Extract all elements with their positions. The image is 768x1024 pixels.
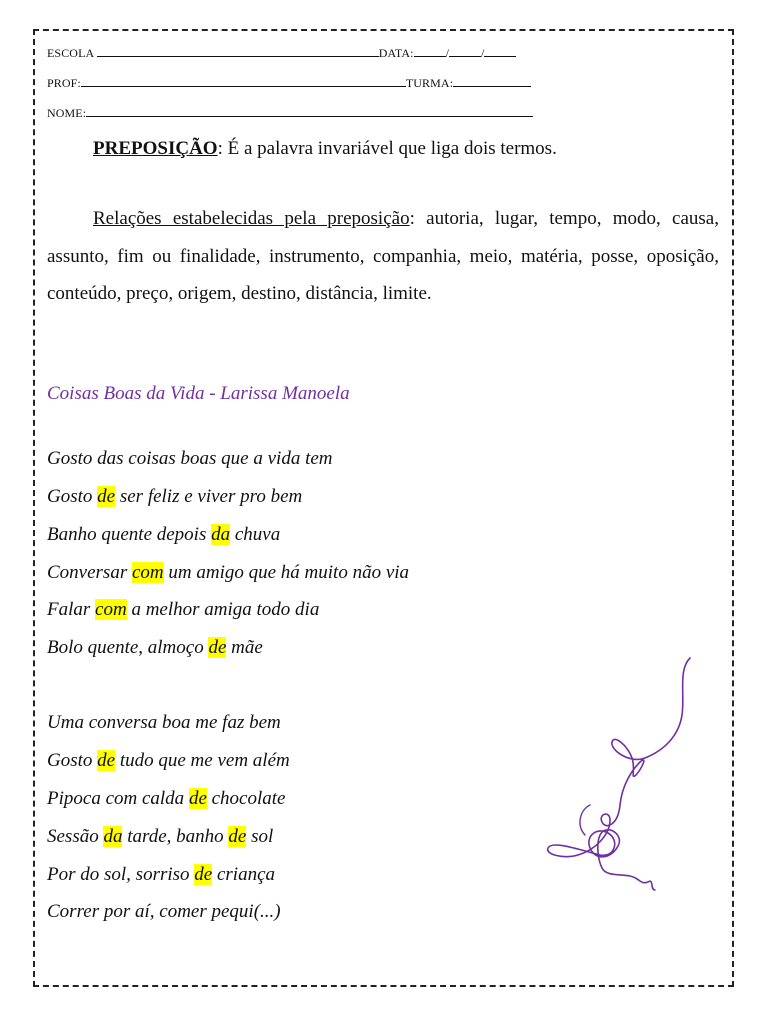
lyric-text: Pipoca com calda — [47, 788, 189, 809]
relations-label: Relações estabelecidas pela preposição — [93, 208, 410, 229]
preposition-highlight: de — [228, 826, 247, 847]
lyric-text: um amigo que há muito não via — [163, 562, 410, 583]
prof-field[interactable] — [81, 75, 406, 87]
lyric-text: Falar — [47, 599, 96, 620]
date-sep-1: / — [445, 46, 450, 60]
escola-label: ESCOLA — [47, 46, 94, 60]
lyric-line — [47, 448, 333, 470]
date-sep-2: / — [481, 46, 485, 60]
song-title: Coisas Boas da Vida - Larissa Manoela — [47, 383, 350, 404]
nome-field[interactable] — [86, 105, 533, 117]
lyric-text: Sessão — [47, 826, 104, 847]
lyric-text: Por do sol, sorriso — [47, 864, 195, 885]
lyric-text: a melhor amiga todo dia — [126, 599, 320, 620]
date-month-field[interactable] — [449, 45, 481, 57]
data-label: DATA: — [378, 46, 414, 60]
lyric-line — [47, 901, 281, 923]
preposition-highlight: de — [188, 788, 207, 809]
definition-paragraph — [47, 138, 719, 160]
lyric-text: tarde, banho — [122, 826, 229, 847]
lyric-line — [47, 486, 302, 508]
definition-term: PREPOSIÇÃO — [93, 138, 218, 159]
lyric-text: Bolo quente, almoço — [47, 637, 209, 658]
preposition-highlight: da — [103, 826, 123, 847]
lyric-text: sol — [246, 826, 274, 847]
lyric-line — [47, 826, 273, 848]
header-prof-row — [47, 75, 531, 91]
preposition-highlight: de — [97, 486, 116, 507]
header-escola-row — [47, 45, 516, 61]
preposition-highlight: de — [97, 750, 116, 771]
lyric-text: tudo que me vem além — [115, 750, 290, 771]
lyric-text: Gosto — [47, 486, 98, 507]
preposition-highlight: com — [95, 599, 127, 620]
turma-label: TURMA: — [405, 76, 454, 90]
lyric-line — [47, 599, 319, 621]
lyric-line — [47, 524, 280, 546]
lyric-text: Banho quente depois — [47, 524, 212, 545]
escola-field[interactable] — [97, 45, 379, 57]
lyric-text: Gosto das coisas boas que a vida tem — [47, 448, 333, 469]
lyric-text: mãe — [226, 637, 263, 658]
lyric-line — [47, 562, 409, 584]
preposition-highlight: da — [211, 524, 231, 545]
nome-label: NOME: — [47, 106, 87, 120]
handwritten-scribble — [540, 650, 700, 910]
turma-field[interactable] — [453, 75, 531, 87]
relations-text: : autoria, lugar, tempo, modo, causa, assunto, fim ou finalidade, instrumento, companhia, meio, matéria, posse, oposição, conteúdo, preço, origem, destino, distância, limite. — [47, 208, 719, 304]
date-day-field[interactable] — [414, 45, 446, 57]
lyric-text: ser feliz e viver pro bem — [115, 486, 303, 507]
lyric-text: criança — [212, 864, 276, 885]
date-year-field[interactable] — [484, 45, 516, 57]
lyric-line — [47, 637, 263, 659]
lyric-line — [47, 788, 285, 810]
lyric-text: Uma conversa boa me faz bem — [47, 712, 281, 733]
prof-label: PROF: — [47, 76, 81, 90]
lyric-text: Conversar — [47, 562, 132, 583]
lyric-line — [47, 864, 275, 886]
preposition-highlight: com — [131, 562, 164, 583]
lyric-line — [47, 750, 290, 772]
preposition-highlight: de — [194, 864, 213, 885]
preposition-highlight: de — [208, 637, 227, 658]
lyric-text: Correr por aí, comer pequi(...) — [47, 901, 281, 922]
lyric-text: chocolate — [206, 788, 286, 809]
relations-paragraph — [47, 200, 719, 313]
lyric-text: Gosto — [47, 750, 98, 771]
lyric-line — [47, 712, 281, 734]
definition-text: : É a palavra invariável que liga dois termos. — [217, 138, 557, 159]
header-nome-row — [47, 105, 533, 121]
lyric-text: chuva — [230, 524, 281, 545]
